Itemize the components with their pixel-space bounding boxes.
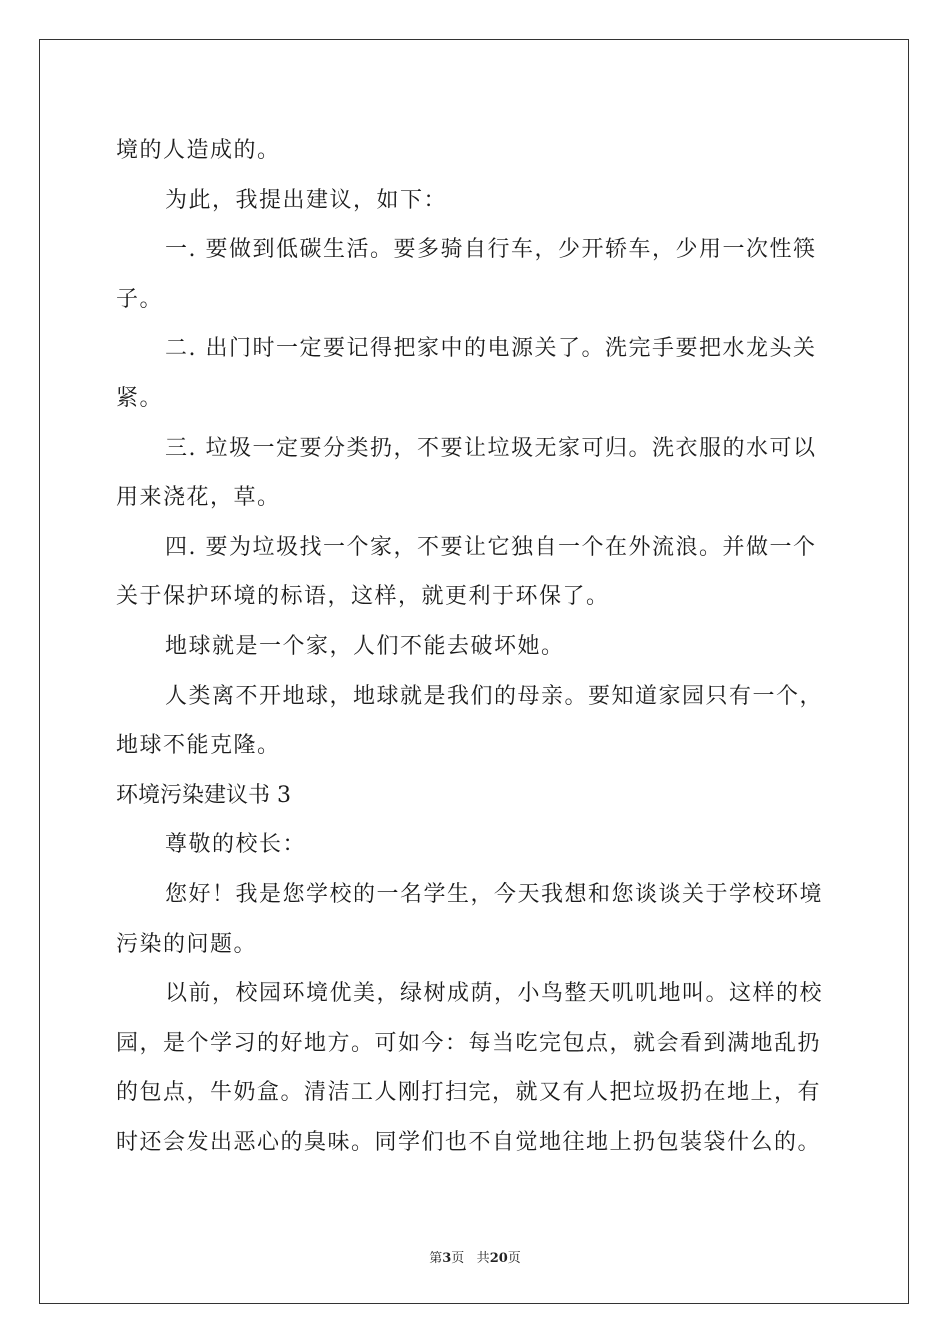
- section-heading: 环境污染建议书 3: [116, 782, 291, 808]
- text-line: 的包点，牛奶盒。清洁工人刚打扫完，就又有人把垃圾扔在地上，有: [116, 1080, 822, 1106]
- text-line: 以前，校园环境优美，绿树成荫，小鸟整天叽叽地叫。这样的校: [165, 981, 824, 1007]
- text-line: 一. 要做到低碳生活。要多骑自行车，少开轿车，少用一次性筷: [165, 237, 817, 263]
- text-line: 园，是个学习的好地方。可如今：每当吃完包点，就会看到满地乱扔: [116, 1030, 822, 1056]
- page-prefix: 第: [429, 1251, 443, 1266]
- page-current: 3: [442, 1251, 452, 1266]
- text-line: 地球不能克隆。: [116, 733, 281, 759]
- text-line: 紧。: [116, 385, 164, 411]
- text-line: 地球就是一个家，人们不能去破坏她。: [165, 633, 565, 659]
- total-suffix: 页: [507, 1251, 521, 1266]
- text-line: 污染的问题。: [116, 931, 258, 957]
- total-prefix: 共: [476, 1251, 490, 1266]
- text-line: 用来浇花，草。: [116, 485, 281, 511]
- text-line: 人类离不开地球，地球就是我们的母亲。要知道家园只有一个，: [165, 683, 824, 709]
- page-footer: [0, 1247, 950, 1266]
- text-line: 尊敬的校长：: [165, 832, 307, 858]
- text-line: 境的人造成的。: [116, 138, 281, 163]
- text-line: 您好！我是您学校的一名学生，今天我想和您谈谈关于学校环境: [165, 881, 824, 907]
- text-line: 二. 出门时一定要记得把家中的电源关了。洗完手要把水龙头关: [165, 336, 817, 362]
- document-body: [116, 126, 836, 1167]
- text-line: 子。: [116, 286, 164, 312]
- text-line: 关于保护环境的标语，这样，就更利于环保了。: [116, 584, 610, 610]
- text-line: 四. 要为垃圾找一个家，不要让它独自一个在外流浪。并做一个: [165, 534, 817, 560]
- page-total: 20: [489, 1251, 508, 1266]
- text-line: 为此，我提出建议，如下：: [165, 187, 448, 213]
- page-suffix: 页: [451, 1251, 465, 1266]
- text-line: 时还会发出恶心的臭味。同学们也不自觉地往地上扔包装袋什么的。: [116, 1129, 822, 1155]
- text-line: 三. 垃圾一定要分类扔，不要让垃圾无家可归。洗衣服的水可以: [165, 435, 817, 461]
